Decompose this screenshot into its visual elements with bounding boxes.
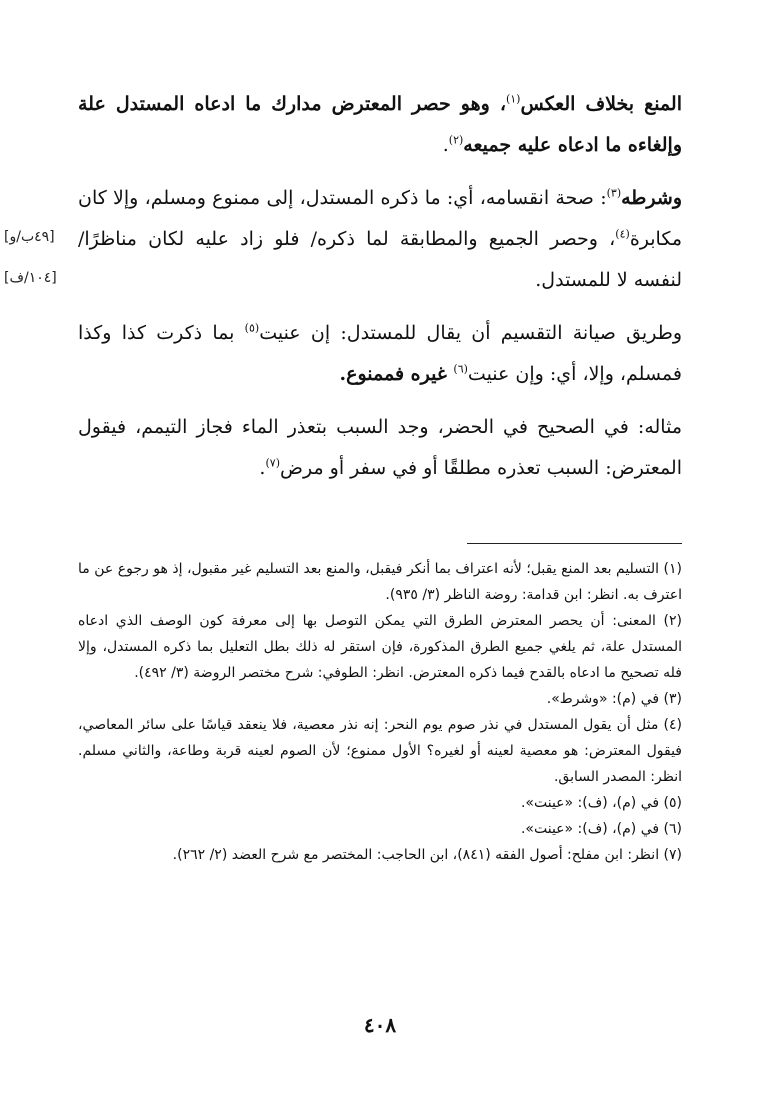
paragraph-1: [78, 84, 682, 166]
footnote-ref-1: (١): [505, 92, 521, 106]
p2-text-1: وشرطه: [621, 187, 682, 209]
p1-text-2: ، وهو حصر المعترض مدارك ما ادعاه المستدل علة وإلغاءه ما ادعاه عليه جميعه: [78, 93, 682, 156]
p4-text-1: مثاله: في الصحيح في الحضر، وجد السبب بتعذر الماء فجاز التيمم، فيقول المعترض: السبب تعذره مطلقًا أو في سفر أو مرض: [78, 416, 682, 479]
p2-text-2: : صحة انقسامه، أي: ما ذكره المستدل، إلى ممنوع ومسلم، وإلا كان مكابرة: [78, 187, 682, 250]
footnote-ref-4: (٤): [615, 227, 630, 241]
footnote-7: (٧) انظر: ابن مفلح: أصول الفقه (٨٤١)، ابن الحاجب: المختصر مع شرح العضد (٢/ ٢٦٢).: [172, 847, 682, 863]
footnote-5: (٥) في (م)، (ف): «عينت».: [520, 795, 682, 811]
footnote-ref-6: (٦): [453, 362, 468, 376]
p1-text-3: .: [442, 134, 449, 156]
p4-text-2: .: [259, 457, 266, 479]
p2-text-3: ، وحصر الجميع والمطابقة لما ذكره/ فلو زاد عليه لكان مناظرًا/ لنفسه لا للمستدل.: [78, 228, 682, 291]
footnote-ref-7: (٧): [265, 456, 280, 470]
margin-note-manuscript-1: [٤٩ب/و]: [4, 229, 55, 245]
margin-note-manuscript-2: [١٠٤/ف]: [4, 270, 57, 286]
footnote-ref-3: (٣): [606, 186, 622, 200]
paragraph-2: [78, 178, 682, 301]
p3-text-1: وطريق صيانة التقسيم أن يقال للمستدل: إن عنيت: [259, 322, 682, 344]
footnote-1: (١) التسليم بعد المنع يقبل؛ لأنه اعتراف بما أنكر فيقبل، والمنع بعد التسليم غير مقبول، إذ هو رجوع عن ما اعترف به. انظر: ابن قدامة: روضة الناظر (٣/ ٩٣٥).: [78, 561, 682, 603]
footnote-6: (٦) في (م)، (ف): «عينت».: [520, 821, 682, 837]
footnote-4: (٤) مثل أن يقول المستدل في نذر صوم يوم النحر: إنه نذر معصية، فلا ينعقد قياسًا على سائر المعاصي، فيقول المعترض: هو معصية لعينه أو لغيره؟ الأول ممنوع؛ لأن الصوم لعينه قربة وطاعة، والثاني مسلم. انظر: المصدر السابق.: [78, 717, 682, 785]
footnotes: [78, 556, 682, 868]
paragraph-4: [78, 407, 682, 489]
p3-text-3: غيره فممنوع.: [339, 363, 454, 385]
footnote-separator: [467, 543, 682, 544]
paragraph-3: [78, 313, 682, 395]
footnote-3: (٣) في (م): «وشرط».: [546, 691, 682, 707]
page-number: ٤٠٨: [363, 1013, 397, 1037]
footnote-ref-2: (٢): [448, 133, 464, 147]
p3-text-2: بما ذكرت كذا وكذا فمسلم، وإلا، أي: وإن عنيت: [78, 322, 682, 385]
p1-text-1: المنع بخلاف العكس: [520, 93, 682, 115]
footnote-ref-5: (٥): [244, 321, 260, 335]
footnote-2: (٢) المعنى: أن يحصر المعترض الطرق التي يمكن التوصل بها إلى معرفة كون الوصف الذي ادعاه المستدل علة، ثم يلغي جميع الطرق المذكورة، فإن استقر له ذلك بطل التعليل بما ذكره المستدل، وإلا فله تصحيح ما ادعاه بالقدح فيما ذكره المعترض. انظر: الطوفي: شرح مختصر الروضة (٣/ ٤٩٢).: [78, 613, 682, 681]
main-text: [78, 84, 682, 501]
